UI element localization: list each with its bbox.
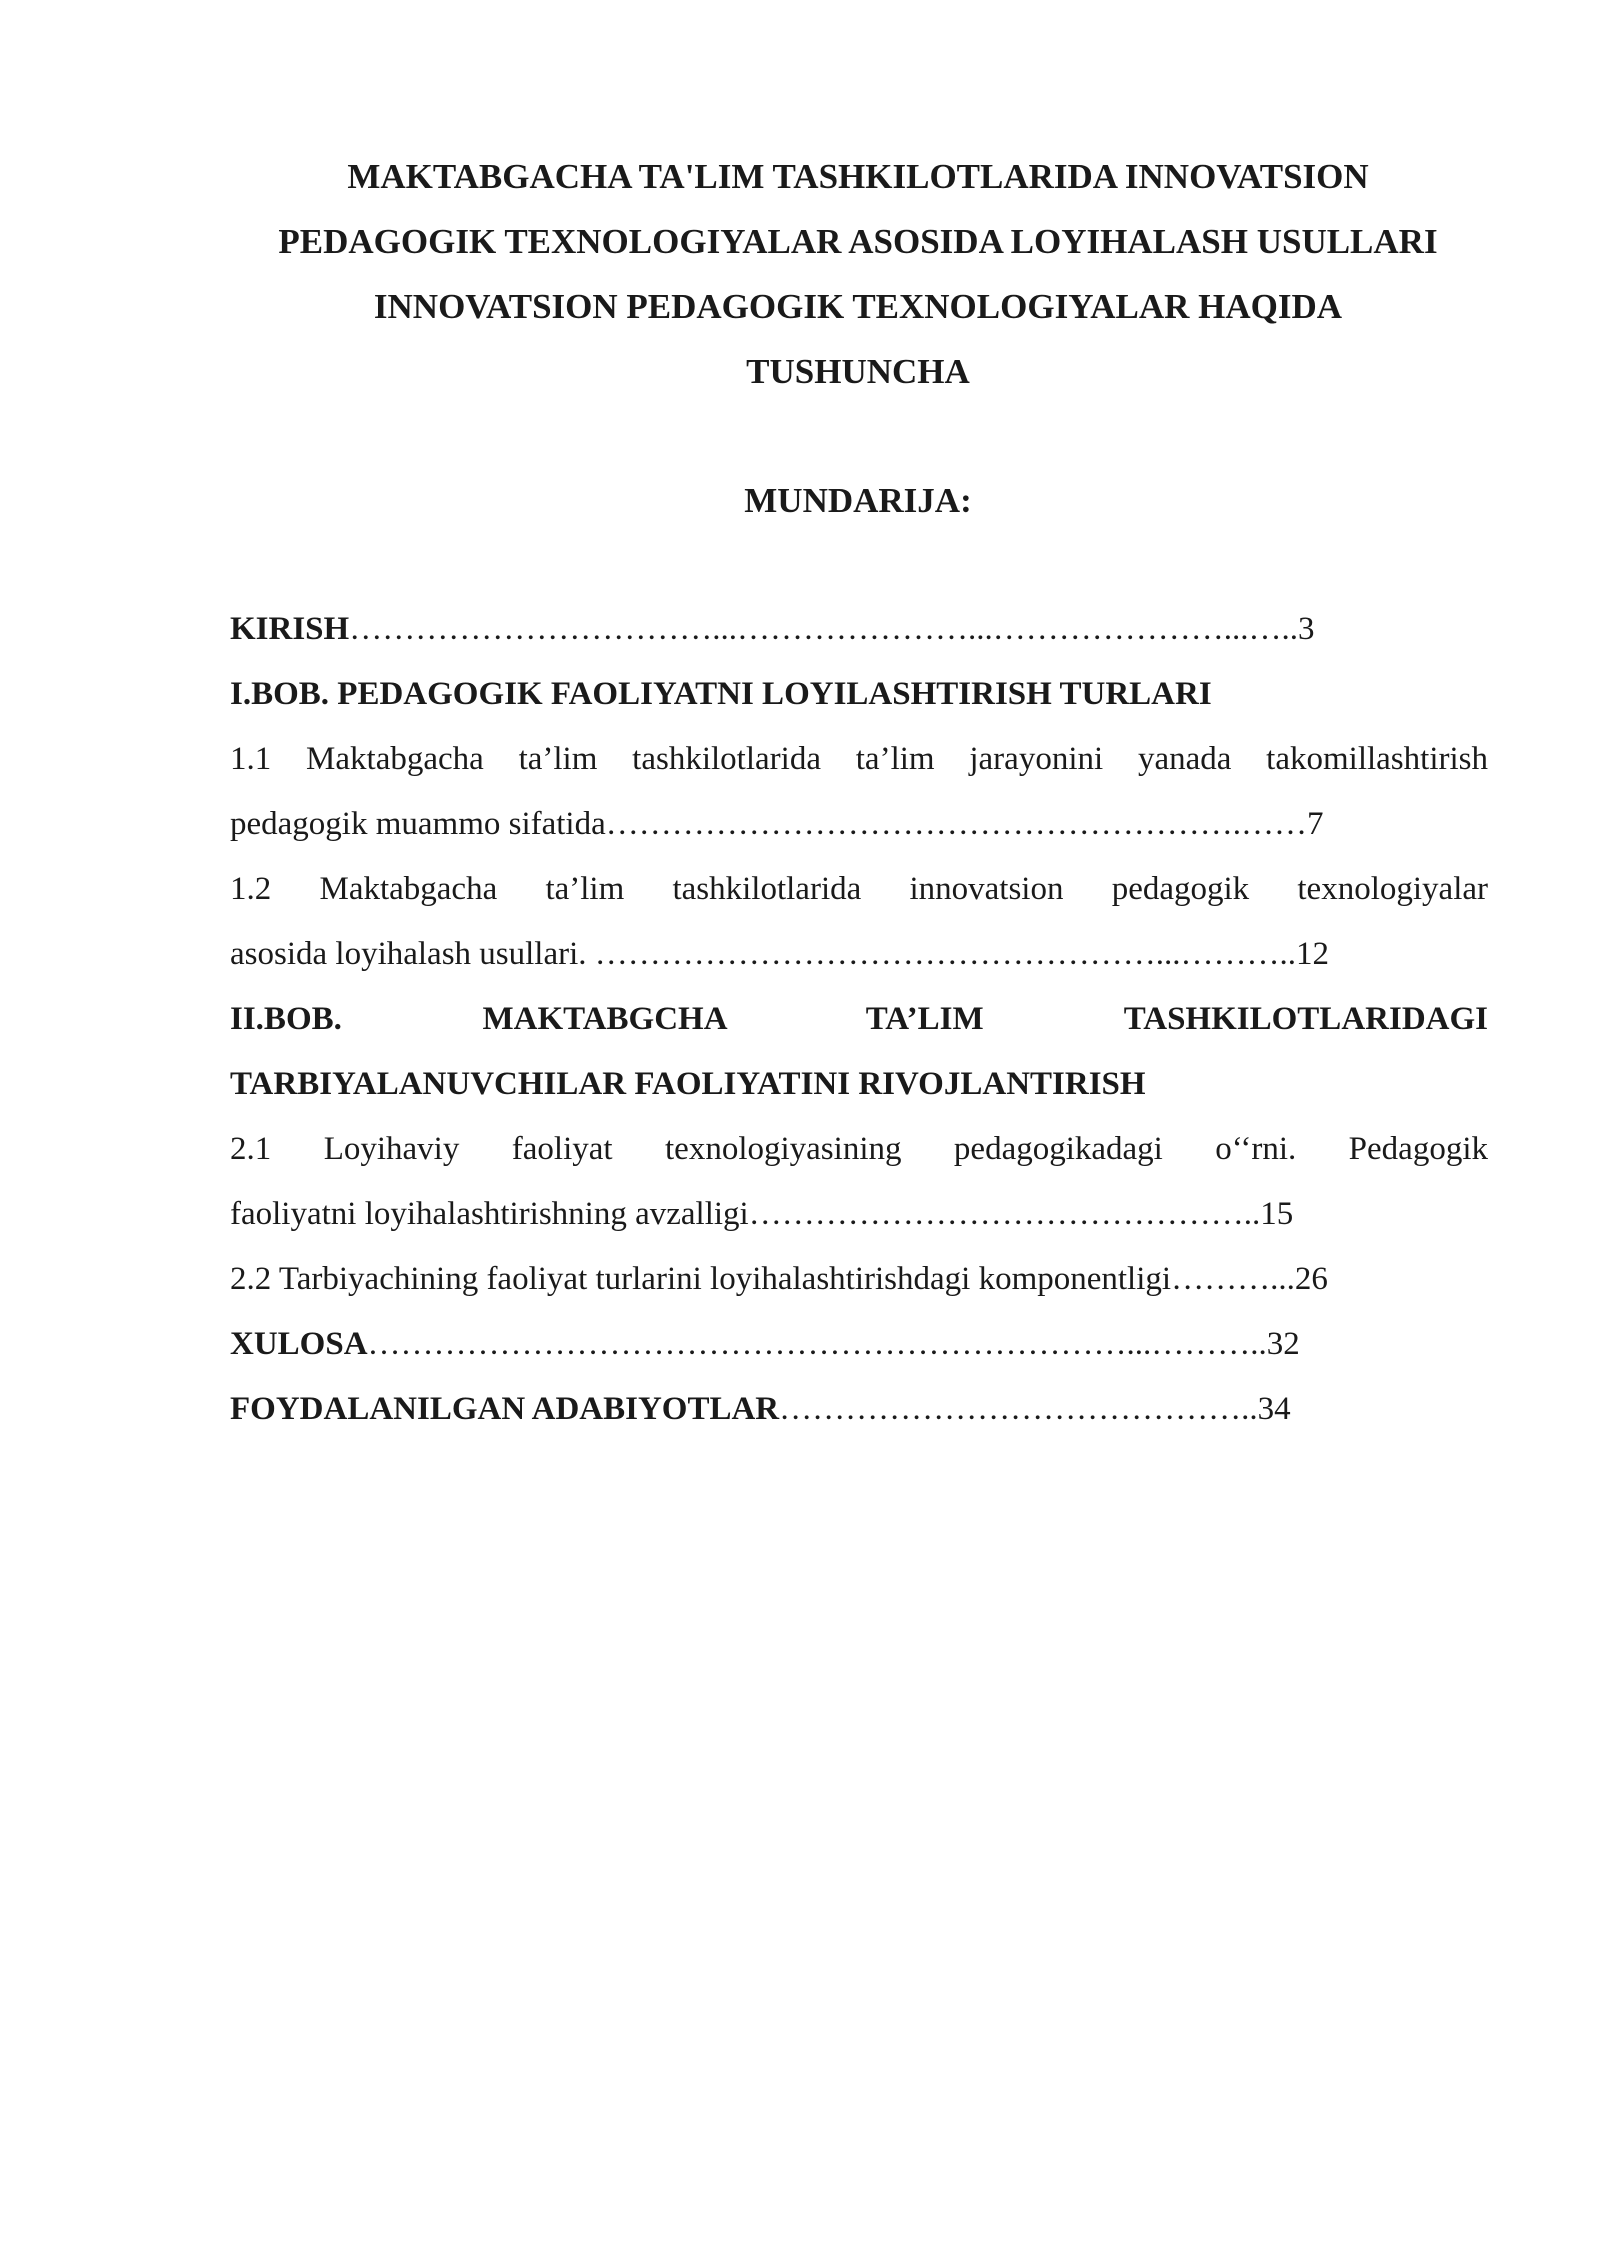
toc-chapter-1: I.BOB. PEDAGOGIK FAOLIYATNI LOYILASHTIRISH TURLARI <box>230 676 1212 712</box>
toc-entry-kirish <box>230 597 1488 662</box>
toc-entry-1-2-line-2: asosida loyihalash usullari. ……………………………………………...………..12 <box>230 936 1330 972</box>
title-line: PEDAGOGIK TEXNOLOGIYALAR ASOSIDA LOYIHALASH USULLARI <box>278 222 1438 261</box>
document-title <box>228 144 1488 404</box>
toc-chapter-2-line-1: II.BOB. MAKTABGCHA TA’LIM TASHKILOTLARIDAGI <box>230 1001 1488 1037</box>
toc-entry-leader: ……………………………………………………………...………..32 <box>367 1326 1300 1362</box>
toc-entry-adabiyotlar <box>230 1377 1488 1442</box>
toc-chapter-2-line-2: TARBIYALANUVCHILAR FAOLIYATINI RIVOJLANTIRISH <box>230 1066 1146 1102</box>
toc-entry-1-1-line-2: pedagogik muammo sifatida………………………………………………….……7 <box>230 806 1324 842</box>
title-line: INNOVATSION PEDAGOGIK TEXNOLOGIYALAR HAQIDA <box>373 287 1343 326</box>
toc-entry-label: KIRISH <box>230 611 350 647</box>
toc-entry-1-2-line-1: 1.2 Maktabgacha ta’lim tashkilotlarida innovatsion pedagogik texnologiyalar <box>230 871 1488 907</box>
toc-entry-xulosa <box>230 1312 1488 1377</box>
title-line: MAKTABGACHA TA'LIM TASHKILOTLARIDA INNOVATSION <box>347 157 1369 196</box>
toc-entry-leader: ……………………………………..34 <box>779 1391 1291 1427</box>
toc-entry-label: XULOSA <box>230 1326 368 1362</box>
title-line: TUSHUNCHA <box>746 352 970 391</box>
toc-entry-leader: ……………………………...…………………...…………………...…..3 <box>349 611 1315 647</box>
toc-entry-2-1-line-1: 2.1 Loyihaviy faoliyat texnologiyasining pedagogikadagi o‘‘rni. Pedagogik <box>230 1131 1488 1167</box>
toc-entry-2-1-line-2: faoliyatni loyihalashtirishning avzalligi………………………………………..15 <box>230 1196 1294 1232</box>
toc-entry-label: FOYDALANILGAN ADABIYOTLAR <box>230 1391 780 1427</box>
toc-entry-2-2: 2.2 Tarbiyachining faoliyat turlarini loyihalashtirishdagi komponentligi………...26 <box>230 1261 1328 1297</box>
toc-entry-1-1-line-1: 1.1 Maktabgacha ta’lim tashkilotlarida ta’lim jarayonini yanada takomillashtirish <box>230 741 1488 777</box>
contents-heading: MUNDARIJA: <box>744 481 972 520</box>
table-of-contents <box>230 597 1488 1442</box>
